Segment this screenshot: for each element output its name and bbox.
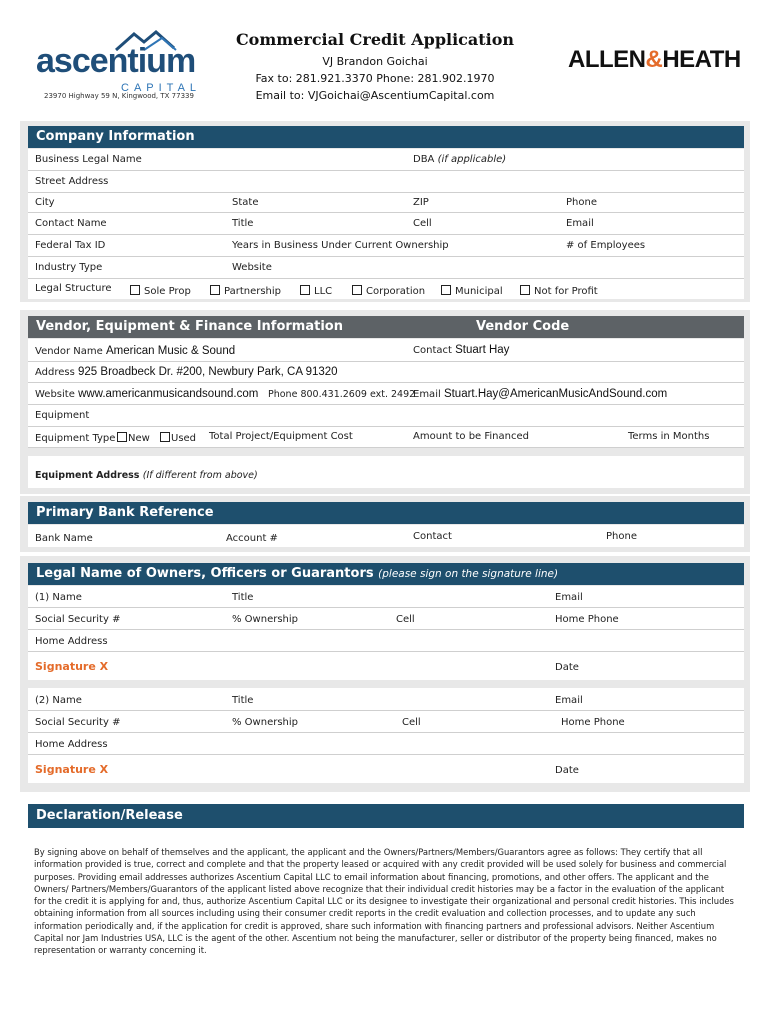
company-row-7 bbox=[28, 279, 744, 299]
company-row-2 bbox=[28, 171, 744, 193]
vendor-contact-label: Contact bbox=[413, 345, 452, 356]
owner2-row-2 bbox=[28, 711, 744, 733]
header-contact: VJ Brandon Goichai bbox=[322, 55, 428, 68]
llc-checkbox[interactable] bbox=[300, 285, 332, 297]
company-row-5 bbox=[28, 235, 744, 257]
zip-field[interactable]: ZIP bbox=[413, 197, 429, 208]
structure-label: Partnership bbox=[224, 286, 282, 297]
vendor-address-value: 925 Broadbeck Dr. #200, Newbury Park, CA 91320 bbox=[78, 366, 338, 378]
vendor-website-field[interactable] bbox=[35, 388, 258, 400]
company-heading: Company Information bbox=[28, 126, 744, 148]
total-cost-field[interactable]: Total Project/Equipment Cost bbox=[209, 431, 353, 442]
not-for-profit-checkbox[interactable] bbox=[520, 285, 598, 297]
new-checkbox[interactable] bbox=[117, 432, 150, 444]
checkbox-icon bbox=[520, 285, 530, 295]
company-row-6 bbox=[28, 257, 744, 279]
owner1-cell-field[interactable]: Cell bbox=[396, 614, 415, 625]
structure-label: Not for Profit bbox=[534, 286, 598, 297]
checkbox-icon bbox=[441, 285, 451, 295]
vendor-website-value: www.americanmusicandsound.com bbox=[78, 388, 259, 400]
contact-name-field[interactable]: Contact Name bbox=[35, 218, 107, 229]
vendor-name-field[interactable] bbox=[35, 345, 235, 357]
logo-part2: HEATH bbox=[662, 46, 741, 73]
checkbox-icon bbox=[160, 432, 170, 442]
cell-field[interactable]: Cell bbox=[413, 218, 432, 229]
vendor-name-value: American Music & Sound bbox=[106, 345, 236, 357]
federal-tax-id-field[interactable]: Federal Tax ID bbox=[35, 240, 106, 251]
checkbox-icon bbox=[352, 285, 362, 295]
owner2-home-address-field[interactable]: Home Address bbox=[35, 739, 108, 750]
sole-prop-checkbox[interactable] bbox=[130, 285, 191, 297]
owner1-row-3 bbox=[28, 630, 744, 652]
company-row-3 bbox=[28, 193, 744, 213]
owner2-row-1 bbox=[28, 688, 744, 711]
owner1-row-1 bbox=[28, 586, 744, 608]
bank-heading: Primary Bank Reference bbox=[28, 502, 744, 524]
owner1-date-field[interactable]: Date bbox=[555, 662, 579, 673]
header-email: Email to: VJGoichai@AscentiumCapital.com bbox=[255, 89, 495, 102]
new-label: New bbox=[128, 433, 150, 444]
employees-field[interactable]: # of Employees bbox=[566, 240, 646, 251]
vendor-row-4 bbox=[28, 405, 744, 427]
owner2-row-4 bbox=[28, 755, 744, 783]
page-title: Commercial Credit Application bbox=[235, 30, 515, 49]
dba-field[interactable] bbox=[413, 154, 506, 165]
owner1-row-2 bbox=[28, 608, 744, 630]
owner1-home-phone-field[interactable]: Home Phone bbox=[555, 614, 619, 625]
owner1-signature-field[interactable]: Signature X bbox=[35, 660, 109, 673]
dba-label: DBA bbox=[413, 154, 435, 165]
vendor-row-6 bbox=[28, 456, 744, 488]
amount-financed-field[interactable]: Amount to be Financed bbox=[413, 431, 529, 442]
owner2-date-field[interactable]: Date bbox=[555, 765, 579, 776]
owner1-name-field[interactable]: (1) Name bbox=[35, 592, 82, 603]
checkbox-icon bbox=[130, 285, 140, 295]
email-field[interactable]: Email bbox=[566, 218, 594, 229]
owner1-row-4 bbox=[28, 652, 744, 680]
owner2-signature-field[interactable]: Signature X bbox=[35, 763, 109, 776]
allen-heath-logo bbox=[568, 46, 741, 74]
owner1-title-field[interactable]: Title bbox=[232, 592, 254, 603]
company-address: 23970 Highway 59 N, Kingwood, TX 77339 bbox=[44, 92, 194, 100]
corporation-checkbox[interactable] bbox=[352, 285, 425, 297]
checkbox-icon bbox=[117, 432, 127, 442]
website-field[interactable]: Website bbox=[232, 262, 272, 273]
phone-field[interactable]: Phone bbox=[566, 197, 597, 208]
used-checkbox[interactable] bbox=[160, 432, 196, 444]
bank-name-field[interactable]: Bank Name bbox=[35, 533, 93, 544]
equipment-address-note: (If different from above) bbox=[142, 470, 258, 481]
owner2-ownership-field[interactable]: % Ownership bbox=[232, 717, 299, 728]
vendor-email-label: Email bbox=[413, 389, 441, 400]
vendor-row-2 bbox=[28, 362, 744, 383]
vendor-heading bbox=[28, 316, 744, 338]
vendor-contact-field[interactable] bbox=[413, 344, 509, 356]
state-field[interactable]: State bbox=[232, 197, 259, 208]
declaration-text: By signing above on behalf of themselves and the applicant, the applicant and the Owners/Partners/Members/Guarantors agree as follows: They certify that all information provided is true, correct and complete and that the property leased or acquired with any credit provided will be used solely for business and commercial purposes. Providing email addresses authorizes Ascentium Capital LLC to email information about financing, promotions, and other offers. The applicant and the Owners/ Partners/Members/Guarantors of the applicant listed above recognize that their individual credit histories may be a factor in the evaluation of the applicant for the credit it is applying for and, thus, authorize Ascentium Capital LLC or its designee to investigate their organizational and personal credit histories. This includes obtaining information from all sources including using their consumer credit reports in the credit evaluation and collection processes, and to update any such information periodically and, if the application for credit is approved, share such information with financing partners and professional advisors. Neither Ascentium Capital nor Jam Industries USA, LLC is the agent of the other. Ascentium not being the manufacturer, seller or distributor of the property being financed, makes no representation or warranty concerning it. bbox=[34, 847, 734, 956]
structure-label: LLC bbox=[314, 286, 333, 297]
owners-heading-note: (please sign on the signature line) bbox=[378, 568, 559, 580]
declaration-heading: Declaration/Release bbox=[28, 804, 744, 828]
dba-note: (if applicable) bbox=[437, 154, 507, 165]
business-legal-name-field[interactable]: Business Legal Name bbox=[35, 154, 142, 165]
terms-field[interactable]: Terms in Months bbox=[628, 431, 710, 442]
logo-amp: & bbox=[645, 46, 663, 73]
owner2-email-field[interactable]: Email bbox=[555, 695, 583, 706]
vendor-email-field[interactable] bbox=[413, 388, 667, 400]
logo-sub: CAPITAL bbox=[121, 82, 202, 94]
owner2-title-field[interactable]: Title bbox=[232, 695, 254, 706]
owners-heading-text: Legal Name of Owners, Officers or Guarantors bbox=[36, 566, 374, 581]
company-row-4 bbox=[28, 213, 744, 235]
logo-word: ascentium bbox=[36, 42, 196, 80]
bank-contact-field[interactable]: Contact bbox=[413, 531, 452, 542]
owner1-home-address-field[interactable]: Home Address bbox=[35, 636, 108, 647]
vendor-contact-value: Stuart Hay bbox=[455, 344, 510, 356]
vendor-row-3 bbox=[28, 383, 744, 405]
owner2-ssn-field[interactable]: Social Security # bbox=[35, 717, 121, 728]
logo-part1: ALLEN bbox=[568, 46, 646, 73]
city-field[interactable]: City bbox=[35, 197, 55, 208]
structure-label: Sole Prop bbox=[144, 286, 191, 297]
vendor-address-field[interactable] bbox=[35, 366, 338, 378]
owner2-home-phone-field[interactable]: Home Phone bbox=[561, 717, 625, 728]
equipment-field[interactable]: Equipment bbox=[35, 410, 90, 421]
municipal-checkbox[interactable] bbox=[441, 285, 503, 297]
equipment-address-field[interactable] bbox=[35, 470, 258, 481]
owner1-email-field[interactable]: Email bbox=[555, 592, 583, 603]
vendor-website-label: Website bbox=[35, 389, 75, 400]
vendor-email-value: Stuart.Hay@AmericanMusicAndSound.com bbox=[443, 388, 668, 400]
owner1-ssn-field[interactable]: Social Security # bbox=[35, 614, 121, 625]
checkbox-icon bbox=[210, 285, 220, 295]
equipment-address-label: Equipment Address bbox=[35, 470, 140, 481]
owner2-name-field[interactable]: (2) Name bbox=[35, 695, 82, 706]
legal-structure-label: Legal Structure bbox=[35, 283, 112, 294]
header-block bbox=[230, 30, 520, 104]
vendor-row-5 bbox=[28, 427, 744, 448]
partnership-checkbox[interactable] bbox=[210, 285, 281, 297]
industry-type-field[interactable]: Industry Type bbox=[35, 262, 103, 273]
bank-row bbox=[28, 525, 744, 547]
vendor-name-label: Vendor Name bbox=[35, 346, 103, 357]
structure-label: Municipal bbox=[455, 286, 503, 297]
structure-label: Corporation bbox=[366, 286, 426, 297]
owner1-ownership-field[interactable]: % Ownership bbox=[232, 614, 299, 625]
account-field[interactable]: Account # bbox=[226, 533, 278, 544]
vendor-phone: Phone 800.431.2609 ext. 2492 bbox=[268, 389, 416, 400]
vendor-code-label: Vendor Code bbox=[476, 319, 570, 334]
owner2-row-3 bbox=[28, 733, 744, 755]
years-in-business-field[interactable]: Years in Business Under Current Ownership bbox=[232, 240, 449, 251]
owner2-cell-field[interactable]: Cell bbox=[402, 717, 421, 728]
checkbox-icon bbox=[300, 285, 310, 295]
owners-heading bbox=[28, 563, 744, 585]
bank-phone-field[interactable]: Phone bbox=[606, 531, 637, 542]
vendor-row-1 bbox=[28, 339, 744, 362]
vendor-address-label: Address bbox=[35, 367, 75, 378]
used-label: Used bbox=[171, 433, 197, 444]
street-address-field[interactable]: Street Address bbox=[35, 176, 109, 187]
title-field[interactable]: Title bbox=[232, 218, 254, 229]
vendor-heading-text: Vendor, Equipment & Finance Information bbox=[36, 319, 343, 334]
header-fax-phone: Fax to: 281.921.3370 Phone: 281.902.1970 bbox=[255, 72, 495, 85]
equipment-type-label: Equipment Type bbox=[35, 433, 116, 444]
company-row-1 bbox=[28, 149, 744, 171]
